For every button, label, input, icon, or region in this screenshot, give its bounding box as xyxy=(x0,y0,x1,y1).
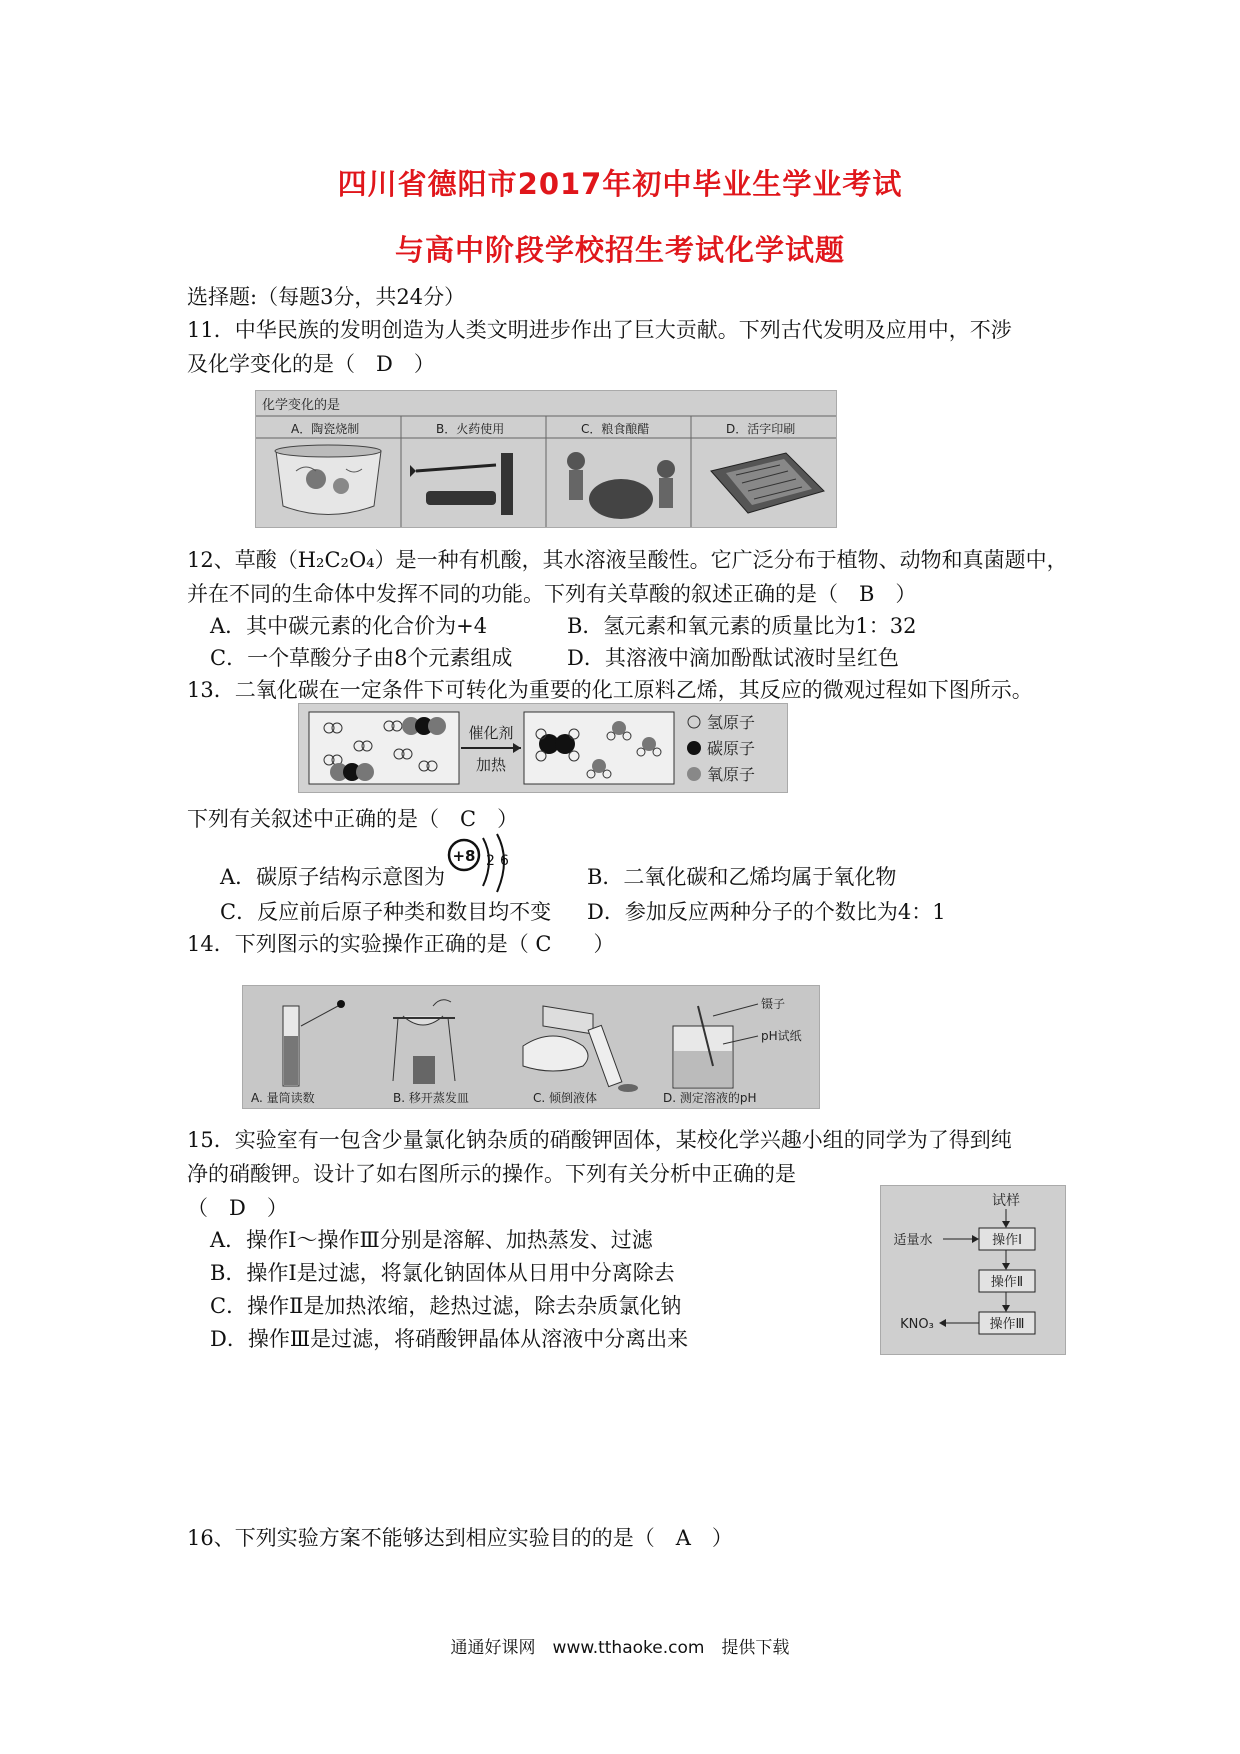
q11-fig-header-d: D．活字印刷 xyxy=(726,422,796,436)
q11-text-line2: 及化学变化的是（ D ） xyxy=(187,352,435,376)
q15-option-a: A．操作Ⅰ～操作Ⅲ分别是溶解、加热蒸发、过滤 xyxy=(210,1228,653,1252)
q15-text-line1: 15．实验室有一包含少量氯化钠杂质的硝酸钾固体，某校化学兴趣小组的同学为了得到纯 xyxy=(187,1128,1012,1152)
q11-text-line1: 11．中华民族的发明创造为人类文明进步作出了巨大贡献。下列古代发明及应用中，不涉 xyxy=(187,318,1012,342)
q12-option-c: C．一个草酸分子由8个元素组成 xyxy=(210,646,513,670)
q14-label-a: A. 量筒读数 xyxy=(251,1091,315,1105)
q12-option-d: D．其溶液中滴加酚酞试液时呈红色 xyxy=(567,646,899,670)
q14-text-line1: 14．下列图示的实验操作正确的是（ C ） xyxy=(187,932,615,956)
q13-arrow-top: 催化剂 xyxy=(468,724,514,742)
flow-sample: 试样 xyxy=(992,1193,1020,1209)
q15-option-b: B．操作Ⅰ是过滤，将氯化钠固体从日用中分离除去 xyxy=(210,1261,675,1285)
atom-nucleus-label: +8 xyxy=(452,847,476,865)
ph-paper-label: pH试纸 xyxy=(761,1029,802,1043)
q12-text-line1: 12、草酸（H₂C₂O₄）是一种有机酸，其水溶液呈酸性。它广泛分布于植物、动物和真菌题中， xyxy=(187,548,1068,572)
q16-text-line1: 16、下列实验方案不能够达到相应实验目的的是（ A ） xyxy=(187,1526,733,1550)
q14-figure xyxy=(242,985,820,1109)
q15-option-d: D．操作Ⅲ是过滤，将硝酸钾晶体从溶液中分离出来 xyxy=(210,1327,689,1351)
q13-text-line2: 下列有关叙述中正确的是（ C ） xyxy=(187,807,519,831)
q12-option-a: A．其中碳元素的化合价为+4 xyxy=(210,614,488,638)
q13-option-c: C．反应前后原子种类和数目均不变 xyxy=(220,900,552,924)
atom-shell-2: 6 xyxy=(500,853,509,869)
section-heading: 选择题:（每题3分，共24分） xyxy=(187,285,466,309)
q13-figure xyxy=(298,703,788,793)
q12-option-b: B．氢元素和氧元素的质量比为1：32 xyxy=(567,614,917,638)
flow-op1: 操作Ⅰ xyxy=(992,1233,1022,1248)
q15-flowchart xyxy=(880,1185,1066,1355)
q14-label-c: C. 倾倒液体 xyxy=(533,1091,598,1105)
footer-text: 通通好课网 www.tthaoke.com 提供下载 xyxy=(450,1638,790,1658)
tweezers-label: 镊子 xyxy=(761,997,786,1011)
q11-figure-svg xyxy=(256,391,836,527)
q14-label-d: D. 测定溶液的pH xyxy=(663,1091,757,1105)
q12-text-line2: 并在不同的生命体中发挥不同的功能。下列有关草酸的叙述正确的是（ B ） xyxy=(187,582,917,606)
legend-carbon: 碳原子 xyxy=(707,739,756,758)
flow-op3: 操作Ⅲ xyxy=(989,1317,1025,1332)
flow-op2: 操作Ⅱ xyxy=(990,1275,1024,1290)
q11-fig-header-c: C．粮食酿醋 xyxy=(581,422,650,436)
q15-answer: （ D ） xyxy=(187,1196,288,1220)
q11-fig-header-b: B．火药使用 xyxy=(436,422,505,436)
q13-option-a: A．碳原子结构示意图为 xyxy=(220,865,446,889)
q13-text-line1: 13．二氧化碳在一定条件下可转化为重要的化工原料乙烯，其反应的微观过程如下图所示。 xyxy=(187,678,1033,702)
carbon-atom-diagram xyxy=(445,830,515,900)
q11-figure xyxy=(255,390,837,528)
q13-option-b: B．二氧化碳和乙烯均属于氧化物 xyxy=(587,865,897,889)
page-title: 四川省德阳市2017年初中毕业生学业考试 xyxy=(337,167,903,201)
q13-figure-svg xyxy=(299,704,787,792)
q15-option-c: C．操作Ⅱ是加热浓缩，趁热过滤，除去杂质氯化钠 xyxy=(210,1294,682,1318)
flow-product: KNO₃ xyxy=(900,1317,934,1332)
page-subtitle: 与高中阶段学校招生考试化学试题 xyxy=(394,233,845,267)
q11-fig-header-a: A．陶瓷烧制 xyxy=(291,422,360,436)
porcelain-bowl-image xyxy=(275,445,381,515)
q14-figure-svg xyxy=(243,986,819,1108)
q13-arrow-bottom: 加热 xyxy=(475,756,507,774)
legend-hydrogen: 氢原子 xyxy=(707,713,756,732)
q14-label-b: B. 移开蒸发皿 xyxy=(393,1091,469,1105)
q15-text-line2: 净的硝酸钾。设计了如右图所示的操作。下列有关分析中正确的是 xyxy=(187,1162,796,1186)
q13-option-d: D．参加反应两种分子的个数比为4：1 xyxy=(587,900,946,924)
q11-fig-caption: 化学变化的是 xyxy=(262,398,341,413)
atom-shell-1: 2 xyxy=(486,853,495,869)
legend-oxygen: 氧原子 xyxy=(707,765,756,784)
flow-water: 适量水 xyxy=(893,1233,933,1248)
q15-flowchart-svg xyxy=(881,1186,1065,1354)
